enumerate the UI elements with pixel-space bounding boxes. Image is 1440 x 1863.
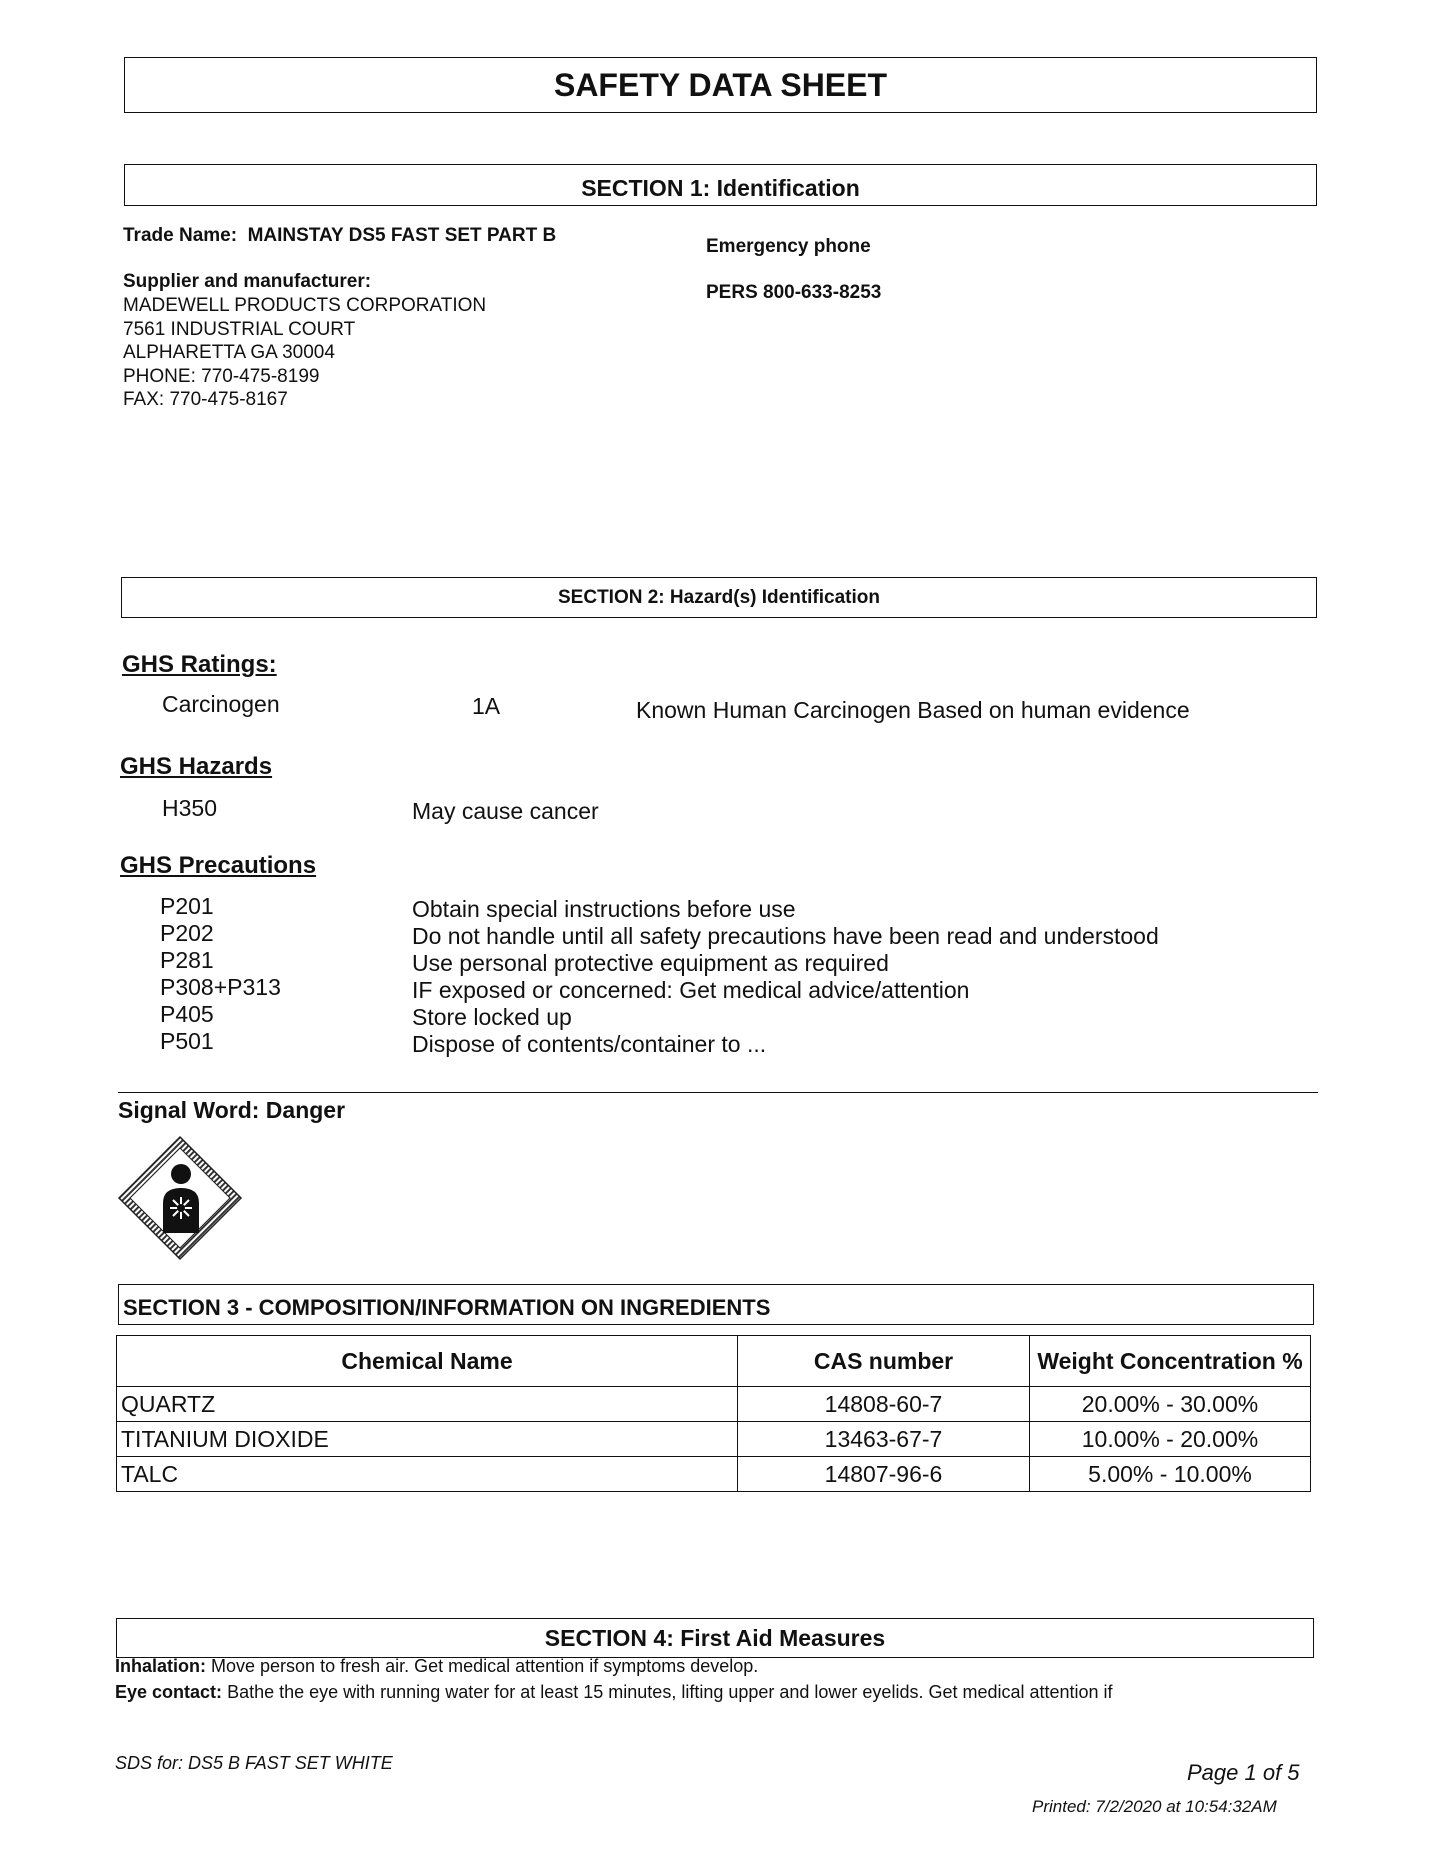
section2-heading: SECTION 2: Hazard(s) Identification [558,586,880,608]
column-header-cas-number: CAS number [738,1336,1030,1387]
precaution-text: Obtain special instructions before use [412,896,796,922]
eye-contact-label: Eye contact: [115,1682,223,1702]
column-header-weight-concentration: Weight Concentration % [1030,1336,1311,1387]
emergency-phone-value: PERS 800-633-8253 [706,282,882,303]
precaution-code: P308+P313 [160,974,281,1000]
ghs-hazards-title: GHS Hazards [120,753,273,780]
eye-contact-text: Bathe the eye with running water for at least 15 minutes, lifting upper and lower eyelids. Get medical attention if [227,1682,1113,1702]
table-header-row [117,1336,1311,1387]
section3-heading: SECTION 3 - COMPOSITION/INFORMATION ON INGREDIENTS [123,1294,771,1320]
weight-concentration-cell: 5.00% - 10.00% [1030,1457,1311,1492]
trade-name-label: Trade Name: [123,225,238,246]
supplier-line: ALPHARETTA GA 30004 [123,342,335,363]
section1-header [124,164,1317,206]
cas-number-cell: 14807-96-6 [738,1457,1030,1492]
ghs-ratings-title: GHS Ratings: [122,651,277,678]
inhalation-label: Inhalation: [115,1656,206,1676]
precaution-code: P202 [160,920,214,946]
cas-number-cell: 14808-60-7 [738,1387,1030,1422]
supplier-line: 7561 INDUSTRIAL COURT [123,318,356,340]
weight-concentration-cell: 10.00% - 20.00% [1030,1422,1311,1457]
section4-header [116,1618,1314,1658]
signal-word: Signal Word: Danger [118,1097,346,1123]
precaution-text: Store locked up [412,1004,572,1030]
precaution-text: IF exposed or concerned: Get medical advice/attention [412,977,970,1003]
supplier-address [123,294,486,412]
emergency-phone-label: Emergency phone [706,236,871,257]
precaution-code: P405 [160,1001,214,1027]
rating-description: Known Human Carcinogen Based on human evidence [636,697,1190,723]
precaution-text: Dispose of contents/container to ... [412,1031,767,1057]
section1-heading: SECTION 1: Identification [581,174,860,201]
chemical-name-cell: TALC [117,1457,738,1492]
hazard-code: H350 [162,795,217,821]
ingredients-table [116,1335,1311,1492]
rating-category: 1A [472,693,501,719]
inhalation-text: Move person to fresh air. Get medical attention if symptoms develop. [211,1656,759,1676]
chemical-name-cell: TITANIUM DIOXIDE [117,1422,738,1457]
precaution-code: P201 [160,893,214,919]
supplier-line: MADEWELL PRODUCTS CORPORATION [123,295,487,316]
eye-contact-row [115,1682,1113,1703]
column-header-chemical-name: Chemical Name [117,1336,738,1387]
supplier-line: FAX: 770-475-8167 [123,389,288,410]
footer-page-number: Page 1 of 5 [1187,1760,1300,1785]
precaution-text: Do not handle until all safety precautions have been read and understood [412,923,1159,949]
footer-sds-for: SDS for: DS5 B FAST SET WHITE [115,1753,393,1773]
rating-name: Carcinogen [162,691,280,717]
trade-name-row [123,225,556,247]
table-row [117,1422,1311,1457]
trade-name-value: MAINSTAY DS5 FAST SET PART B [247,225,557,246]
health-hazard-icon [115,1133,245,1263]
weight-concentration-cell: 20.00% - 30.00% [1030,1387,1311,1422]
section2-header [121,577,1317,618]
precaution-row [160,920,1160,948]
precaution-row [160,893,1160,921]
document-title: SAFETY DATA SHEET [553,66,888,103]
precaution-row [160,974,1160,1002]
chemical-name-cell: QUARTZ [117,1387,738,1422]
precaution-text: Use personal protective equipment as required [412,950,889,976]
table-row [117,1457,1311,1492]
section4-heading: SECTION 4: First Aid Measures [544,1624,886,1651]
footer-printed: Printed: 7/2/2020 at 10:54:32AM [1032,1797,1277,1816]
precaution-code: P281 [160,947,214,973]
cas-number-cell: 13463-67-7 [738,1422,1030,1457]
section-divider [118,1092,1318,1093]
supplier-line: PHONE: 770-475-8199 [123,365,320,387]
section3-header [118,1284,1314,1325]
hazard-text: May cause cancer [412,798,599,824]
precaution-row [160,947,1160,975]
table-row [117,1387,1311,1422]
precaution-code: P501 [160,1028,214,1054]
precaution-row [160,1001,1160,1029]
inhalation-row [115,1656,758,1677]
ghs-precautions-title: GHS Precautions [120,852,317,879]
precaution-row [160,1028,1160,1056]
supplier-label: Supplier and manufacturer: [123,271,372,292]
document-title-box [124,57,1317,113]
